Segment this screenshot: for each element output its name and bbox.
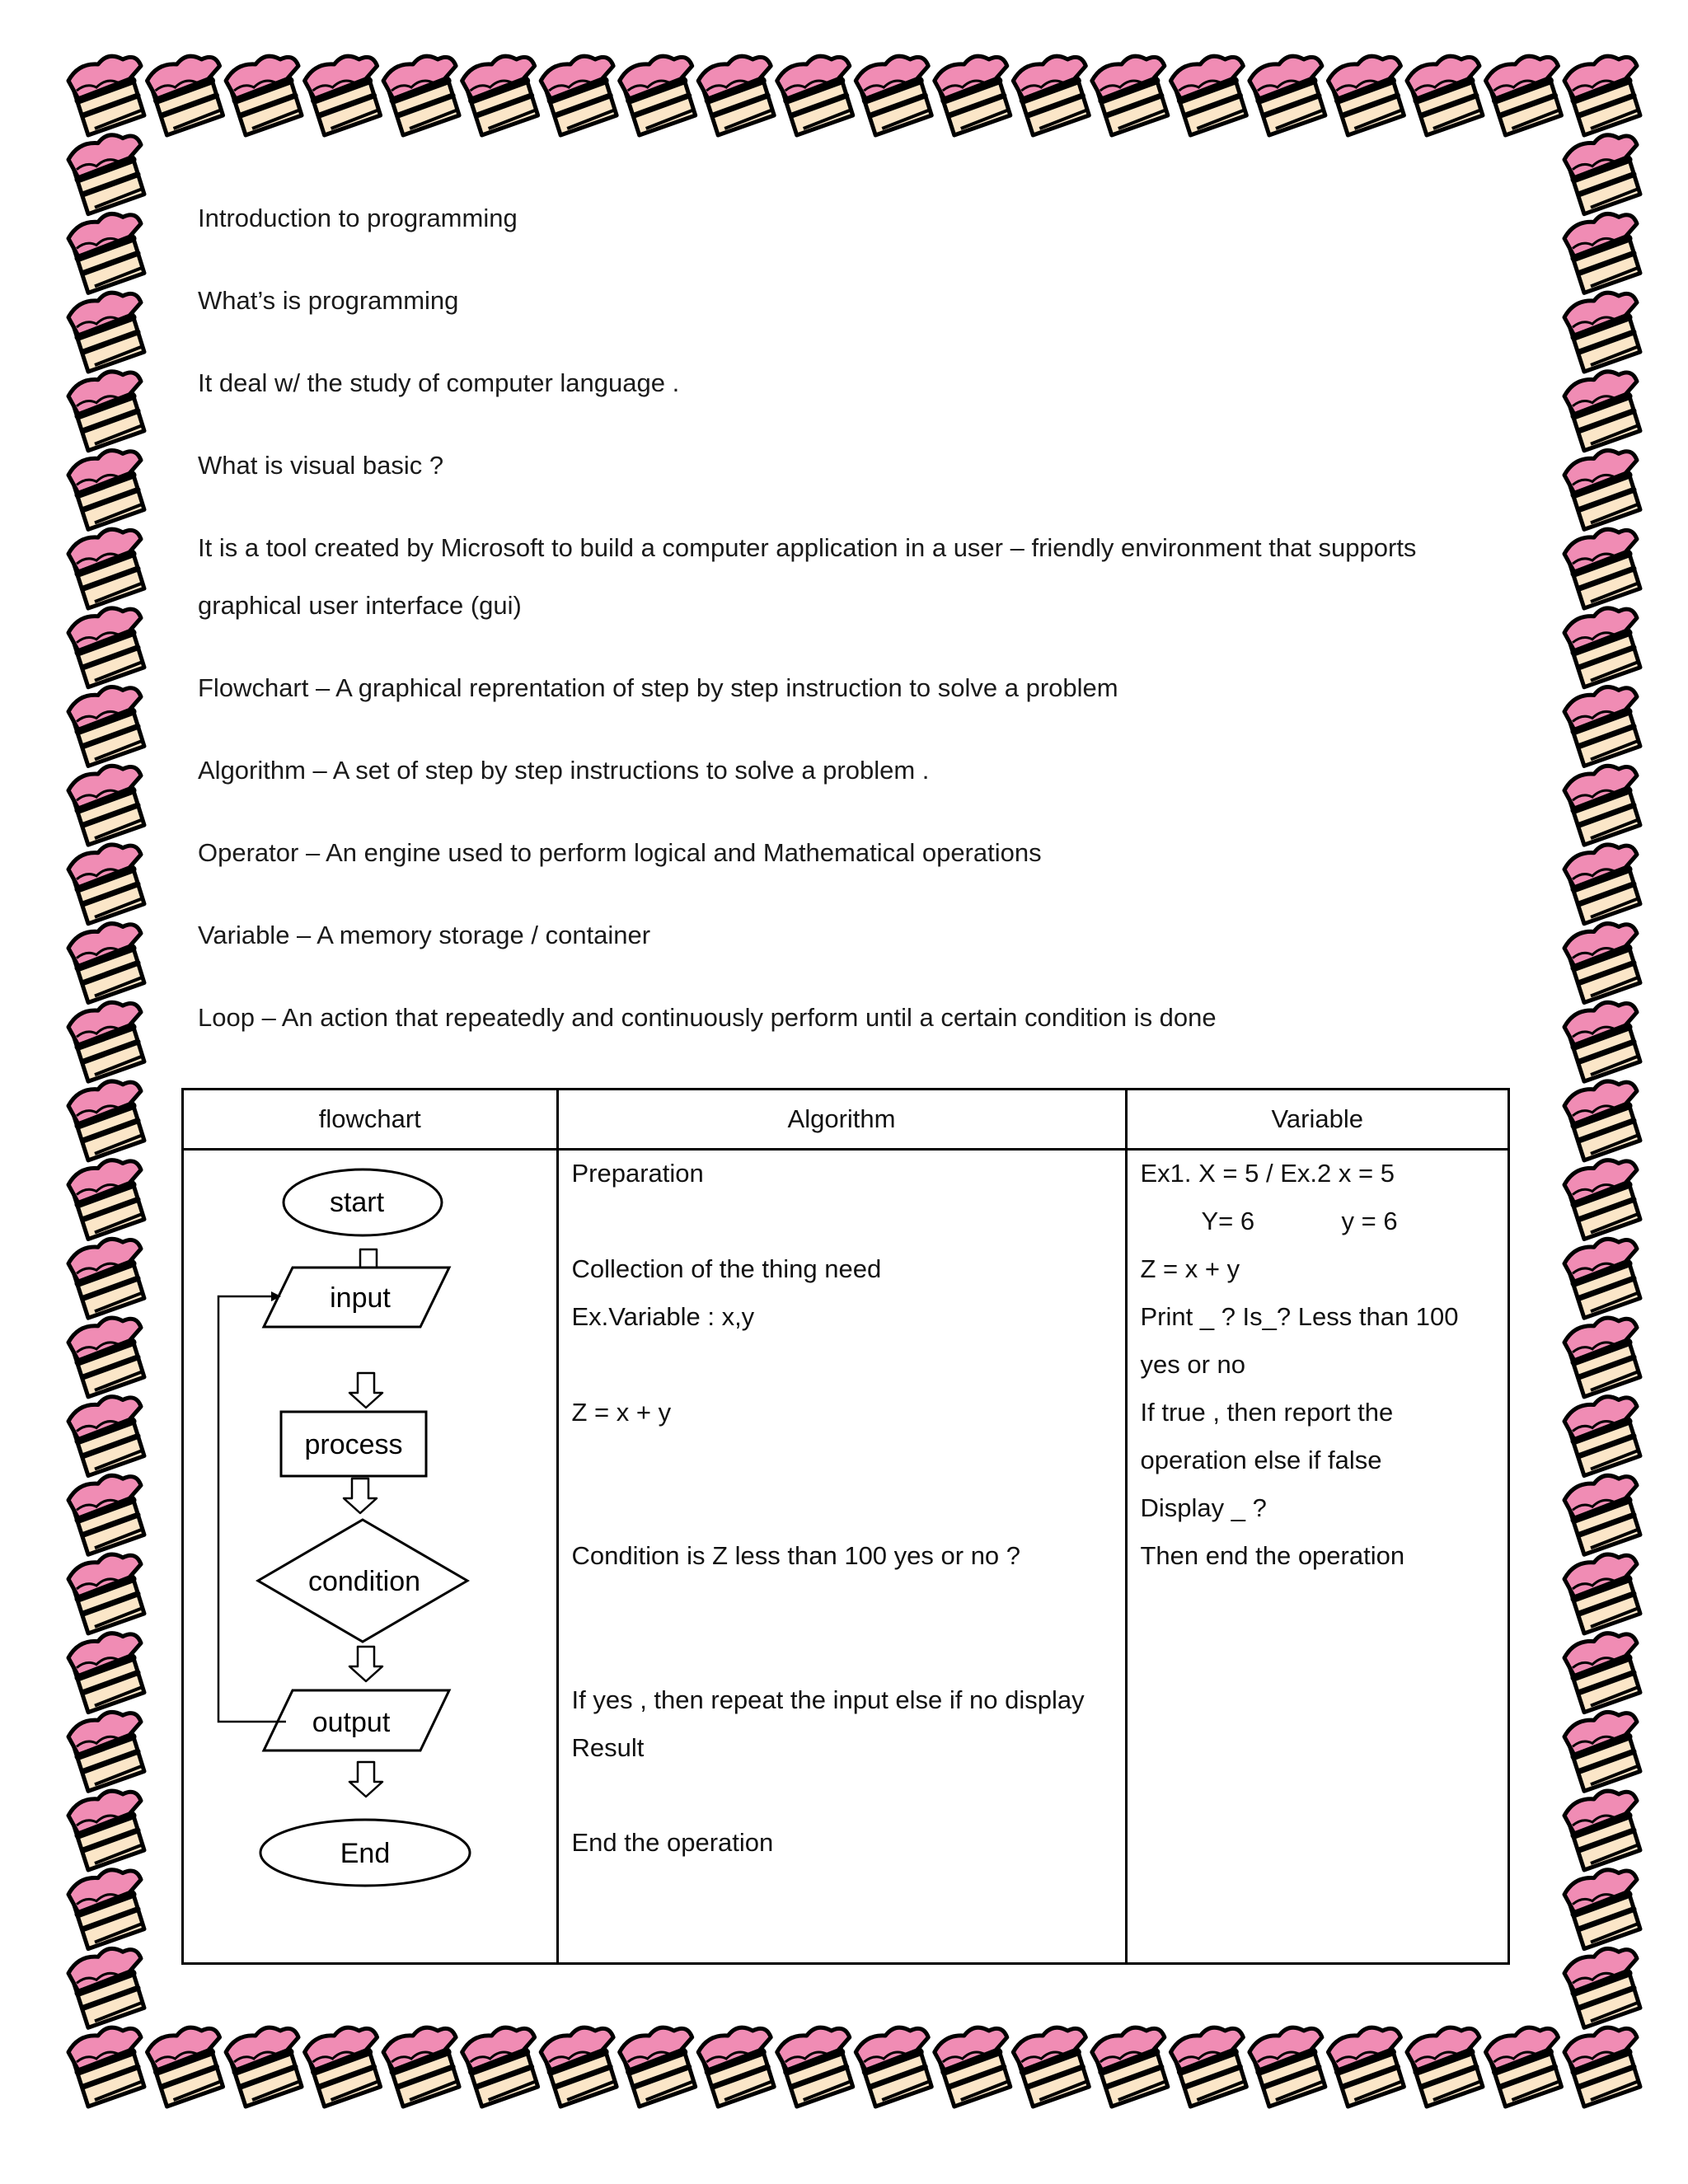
cake-slice-icon	[856, 56, 931, 135]
arrow-icon	[349, 1762, 382, 1797]
cake-slice-icon	[1092, 56, 1168, 135]
cake-slice-icon	[1564, 766, 1640, 845]
cake-slice-icon	[1564, 1239, 1640, 1318]
cake-slice-icon	[68, 1318, 144, 1397]
cake-slice-icon	[68, 529, 144, 608]
paragraph-flowchart: Flowchart – A graphical reprentation of step by step instruction to solve a problem	[198, 673, 1118, 702]
paragraph-algorithm: Algorithm – A set of step by step instructions to solve a problem .	[198, 756, 930, 785]
cake-slice-icon	[462, 56, 538, 135]
cake-slice-icon	[68, 687, 144, 766]
start-label: start	[329, 1187, 385, 1218]
cake-slice-icon	[68, 214, 144, 293]
cake-slice-icon	[68, 766, 144, 845]
end-label: End	[340, 1838, 391, 1869]
paragraph-variable: Variable – A memory storage / container	[198, 921, 651, 949]
cake-slice-icon	[1564, 372, 1640, 451]
cake-slice-icon	[68, 845, 144, 924]
table-header-row	[184, 1090, 1507, 1150]
cake-slice-icon	[68, 608, 144, 687]
cake-slice-icon	[1013, 2027, 1089, 2107]
condition-label: condition	[307, 1566, 421, 1597]
variable-line: operation else if false	[1140, 1446, 1382, 1474]
cake-slice-icon	[226, 2027, 302, 2107]
cake-slice-icon	[68, 1475, 144, 1554]
cake-slice-icon	[620, 56, 696, 135]
paragraph-definition-visual-basic: It is a tool created by Microsoft to build a computer application in a user – friendly environment that supports graphical user interface (gui)	[198, 533, 1417, 620]
cake-slice-icon	[1564, 1081, 1640, 1160]
cake-slice-icon	[68, 1239, 144, 1318]
cake-slice-icon	[856, 2027, 931, 2107]
cake-slice-icon	[68, 1948, 144, 2027]
algorithm-line: Ex.Variable : x,y	[571, 1302, 755, 1331]
cake-slice-icon	[1250, 2027, 1325, 2107]
paragraph-title: Introduction to programming	[198, 204, 518, 232]
cake-slice-icon	[305, 2027, 381, 2107]
cake-slice-icon	[698, 56, 774, 135]
cake-slice-icon	[1485, 2027, 1561, 2107]
variable-line: yes or no	[1140, 1350, 1246, 1379]
paragraph-loop: Loop – An action that repeatedly and continuously perform until a certain condition is done	[198, 1003, 1217, 1032]
variable-line: Ex1. X = 5 / Ex.2 x = 5	[1140, 1159, 1395, 1188]
cake-slice-icon	[1013, 56, 1089, 135]
variable-line: Y= 6	[1201, 1207, 1255, 1235]
input-label: input	[330, 1282, 391, 1314]
cake-slice-icon	[1250, 56, 1325, 135]
cake-slice-icon	[68, 2027, 144, 2107]
loop-back-line	[218, 1296, 286, 1722]
table-body-row	[184, 1150, 1507, 1963]
cake-slice-icon	[1564, 687, 1640, 766]
cake-slice-icon	[383, 56, 459, 135]
algorithm-line: Result	[571, 1733, 645, 1762]
variable-line: Display _ ?	[1140, 1493, 1267, 1522]
header-algorithm: Algorithm	[557, 1090, 1126, 1150]
cake-slice-icon	[68, 372, 144, 451]
comparison-table	[181, 1088, 1510, 1965]
cake-slice-icon	[541, 56, 617, 135]
cake-slice-icon	[1564, 1318, 1640, 1397]
cake-slice-icon	[1564, 1160, 1640, 1240]
algorithm-cell	[557, 1150, 1126, 1963]
cake-slice-icon	[777, 2027, 853, 2107]
flowchart-diagram	[184, 1151, 557, 1966]
cake-slice-icon	[1564, 845, 1640, 924]
cake-slice-icon	[68, 1633, 144, 1713]
cake-slice-icon	[1092, 2027, 1168, 2107]
variable-line: If true , then report the	[1140, 1398, 1394, 1427]
variable-line: Z = x + y	[1140, 1254, 1240, 1283]
algorithm-line: Z = x + y	[571, 1398, 672, 1427]
cake-slice-icon	[1328, 2027, 1404, 2107]
cake-slice-icon	[541, 2027, 617, 2107]
cake-slice-icon	[1564, 1948, 1640, 2027]
header-flowchart: flowchart	[184, 1090, 557, 1150]
algorithm-line: If yes , then repeat the input else if no display	[571, 1685, 1085, 1714]
arrow-icon	[349, 1373, 382, 1408]
paragraph-question-visual-basic: What is visual basic ?	[198, 451, 444, 480]
cake-slice-icon	[1564, 451, 1640, 530]
process-label: process	[304, 1429, 403, 1460]
algorithm-line: Condition is Z less than 100 yes or no ?	[571, 1541, 1021, 1570]
cake-slice-icon	[68, 924, 144, 1003]
cake-slice-icon	[1564, 1712, 1640, 1791]
cake-slice-icon	[1564, 56, 1640, 135]
cake-slice-icon	[1564, 1554, 1640, 1633]
cake-slice-icon	[68, 1397, 144, 1476]
cake-slice-icon	[1564, 1002, 1640, 1081]
cake-slice-icon	[1564, 1633, 1640, 1713]
cake-slice-icon	[68, 1160, 144, 1240]
cake-slice-icon	[1564, 135, 1640, 214]
cake-slice-icon	[1328, 56, 1404, 135]
paragraph-operator: Operator – An engine used to perform logical and Mathematical operations	[198, 838, 1042, 867]
arrow-icon	[349, 1647, 382, 1681]
cake-slice-icon	[68, 1870, 144, 1949]
cake-slice-icon	[1170, 56, 1246, 135]
cake-slice-icon	[68, 1081, 144, 1160]
arrow-icon	[344, 1479, 377, 1513]
cake-slice-icon	[1485, 56, 1561, 135]
cake-slice-icon	[698, 2027, 774, 2107]
cake-slice-icon	[1564, 924, 1640, 1003]
cake-slice-icon	[68, 451, 144, 530]
cake-slice-icon	[1564, 529, 1640, 608]
cake-slice-icon	[383, 2027, 459, 2107]
header-variable: Variable	[1126, 1090, 1507, 1150]
paragraph-question-programming: What’s is programming	[198, 286, 459, 315]
cake-slice-icon	[1564, 608, 1640, 687]
cake-slice-icon	[148, 2027, 223, 2107]
cake-slice-icon	[1170, 2027, 1246, 2107]
cake-slice-icon	[1407, 2027, 1483, 2107]
cake-slice-icon	[935, 2027, 1010, 2107]
cake-slice-icon	[68, 1712, 144, 1791]
paragraph-definition-programming: It deal w/ the study of computer language .	[198, 368, 680, 397]
cake-slice-icon	[68, 1554, 144, 1633]
cake-slice-icon	[148, 56, 223, 135]
cake-slice-icon	[1564, 1475, 1640, 1554]
cake-slice-icon	[68, 1002, 144, 1081]
cake-slice-icon	[1564, 2027, 1640, 2107]
cake-slice-icon	[1564, 1397, 1640, 1476]
algorithm-line: Preparation	[571, 1159, 704, 1188]
cake-slice-icon	[68, 293, 144, 372]
output-label: output	[312, 1707, 391, 1738]
cake-slice-icon	[226, 56, 302, 135]
cake-slice-icon	[1564, 1791, 1640, 1870]
flowchart-cell	[184, 1150, 557, 1963]
cake-slice-icon	[935, 56, 1010, 135]
cake-slice-icon	[620, 2027, 696, 2107]
cake-slice-icon	[1564, 214, 1640, 293]
variable-line: Print _ ? Is_? Less than 100	[1140, 1302, 1459, 1331]
variable-line: y = 6	[1341, 1207, 1398, 1235]
cake-slice-icon	[68, 135, 144, 214]
algorithm-line: End the operation	[571, 1828, 774, 1857]
cake-slice-icon	[68, 1791, 144, 1870]
cake-slice-icon	[1564, 293, 1640, 372]
cake-slice-icon	[68, 56, 144, 135]
algorithm-line: Collection of the thing need	[571, 1254, 882, 1283]
cake-slice-icon	[1564, 1870, 1640, 1949]
cake-slice-icon	[462, 2027, 538, 2107]
cake-slice-icon	[305, 56, 381, 135]
cake-slice-icon	[777, 56, 853, 135]
variable-cell	[1126, 1150, 1507, 1963]
cake-slice-icon	[1407, 56, 1483, 135]
variable-line: Then end the operation	[1140, 1541, 1405, 1570]
